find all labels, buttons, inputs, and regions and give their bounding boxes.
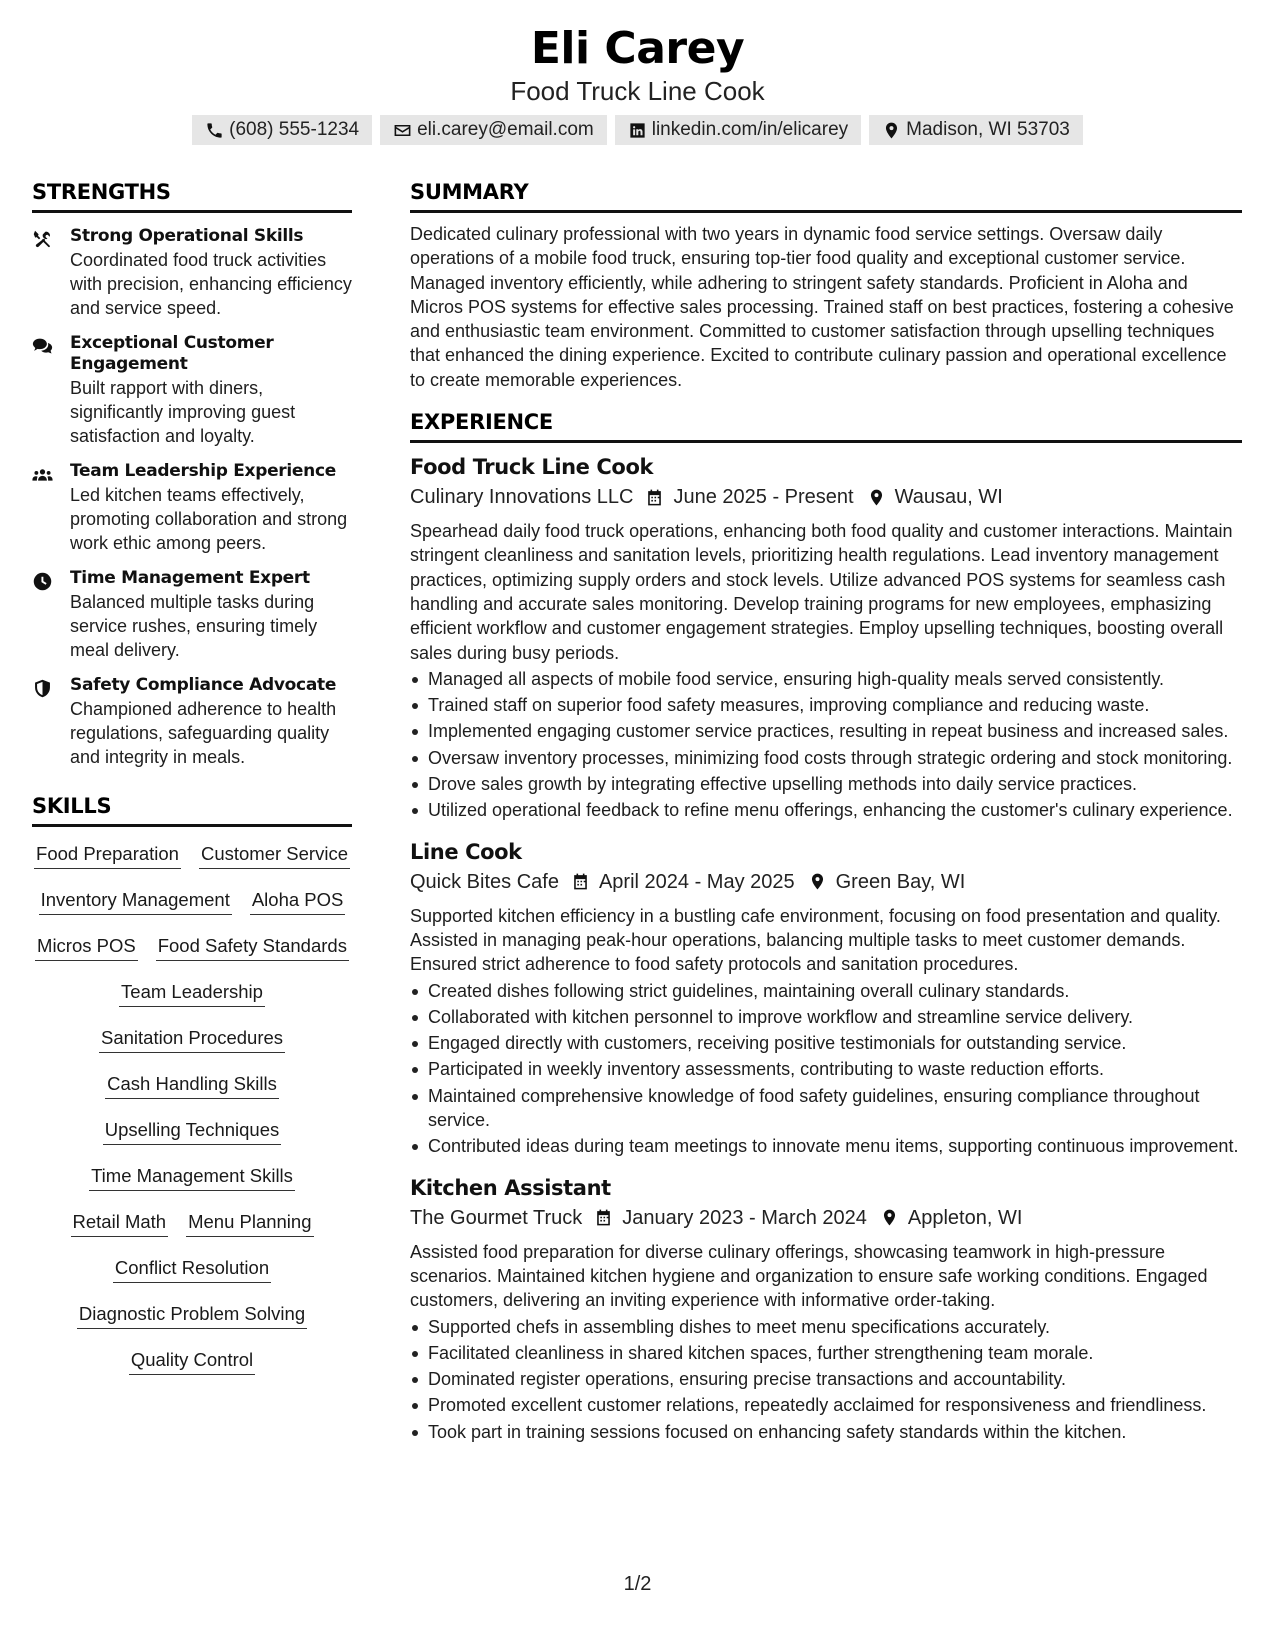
job-company: The Gourmet Truck <box>410 1206 583 1229</box>
skill-tag: Menu Planning <box>186 1205 313 1237</box>
location-pin-icon <box>808 872 827 891</box>
bullet-item: Oversaw inventory processes, minimizing food costs through strategic ordering and stock monitoring. <box>410 746 1242 770</box>
bullet-item: Managed all aspects of mobile food service, ensuring high-quality meals served consistently. <box>410 667 1242 691</box>
strength-title: Safety Compliance Advocate <box>70 675 337 695</box>
location-pin-icon <box>867 488 886 507</box>
contact-location-text: Madison, WI 53703 <box>906 119 1070 140</box>
contact-location <box>869 115 1083 145</box>
shield-icon <box>32 678 53 699</box>
strength-description: Built rapport with diners, significantly improving guest satisfaction and loyalty. <box>70 378 296 446</box>
skill-tag: Time Management Skills <box>89 1159 295 1191</box>
contact-phone[interactable] <box>192 115 372 145</box>
job-company: Culinary Innovations LLC <box>410 486 634 509</box>
skill-tag: Upselling Techniques <box>103 1113 282 1145</box>
strength-item <box>32 226 352 320</box>
bullet-item: Participated in weekly inventory assessments, contributing to waste reduction efforts. <box>410 1057 1242 1081</box>
job-bullets <box>410 1315 1242 1444</box>
resume-header <box>0 22 1275 145</box>
experience-heading: EXPERIENCE <box>410 408 1242 443</box>
summary-heading: SUMMARY <box>410 178 1242 213</box>
skill-tag: Conflict Resolution <box>113 1251 271 1283</box>
job-title: Kitchen Assistant <box>410 1175 611 1200</box>
tools-icon <box>32 229 53 250</box>
skills-list <box>32 837 352 1389</box>
job-dates: January 2023 - March 2024 <box>622 1206 867 1229</box>
job-location: Appleton, WI <box>907 1206 1023 1229</box>
bullet-item: Contributed ideas during team meetings to innovate menu items, supporting continuous improvement. <box>410 1134 1242 1158</box>
contact-email[interactable] <box>380 115 607 145</box>
contact-email-text: eli.carey@email.com <box>417 119 594 140</box>
right-column <box>410 178 1242 1444</box>
skill-tag: Retail Math <box>71 1205 169 1237</box>
job-description: Spearhead daily food truck operations, enhancing both food quality and customer interactions. Maintain stringent cleanliness and sanitation levels, prioritizing health regulations. Lead inventory management practices, optimizing supply orders and stock levels. Utilize advanced POS systems for seamless cash handling and accurate sales monitoring. Develop training programs for new employees, emphasizing efficient workflow and customer engagement strategies. Employ upselling techniques, boosting overall sales during busy periods. <box>410 521 1233 663</box>
bullet-item: Supported chefs in assembling dishes to meet menu specifications accurately. <box>410 1315 1242 1339</box>
strength-item <box>32 333 352 448</box>
skill-tag: Food Preparation <box>34 837 181 869</box>
job-location: Green Bay, WI <box>835 870 966 893</box>
location-pin-icon <box>882 121 901 140</box>
bullet-item: Maintained comprehensive knowledge of food safety guidelines, ensuring compliance throughout service. <box>410 1084 1242 1133</box>
location-pin-icon <box>880 1208 899 1227</box>
job-entry <box>410 454 1242 823</box>
skill-tag: Inventory Management <box>39 883 232 915</box>
strength-title: Exceptional Customer Engagement <box>70 333 274 374</box>
skill-tag: Diagnostic Problem Solving <box>77 1297 307 1329</box>
candidate-title: Food Truck Line Cook <box>510 76 765 106</box>
strength-item <box>32 568 352 662</box>
strength-title: Time Management Expert <box>70 568 310 588</box>
calendar-icon <box>594 1208 613 1227</box>
contact-bar <box>0 115 1275 145</box>
users-icon <box>32 464 53 485</box>
job-description: Supported kitchen efficiency in a bustling cafe environment, focusing on food presentation and quality. Assisted in managing peak-hour operations, balancing multiple tasks to meet customer demands. Ensured strict adherence to food safety protocols and sanitation procedures. <box>410 905 1221 975</box>
job-description: Assisted food preparation for diverse culinary offerings, showcasing teamwork in high-pressure scenarios. Maintained kitchen hygiene and organization to ensure safe working conditions. Engaged customers, delivering an inviting experience with informative order-taking. <box>410 1241 1208 1311</box>
job-dates: June 2025 - Present <box>673 486 854 509</box>
calendar-icon <box>645 488 664 507</box>
skill-tag: Cash Handling Skills <box>105 1067 279 1099</box>
linkedin-icon <box>628 121 647 140</box>
bullet-item: Took part in training sessions focused on enhancing safety standards within the kitchen. <box>410 1420 1242 1444</box>
strength-description: Coordinated food truck activities with precision, enhancing efficiency and service speed. <box>70 250 352 318</box>
strength-description: Balanced multiple tasks during service rushes, ensuring timely meal delivery. <box>70 592 318 660</box>
calendar-icon <box>571 872 590 891</box>
job-meta <box>410 1204 1242 1232</box>
skills-heading: SKILLS <box>32 792 352 827</box>
skill-tag: Sanitation Procedures <box>99 1021 285 1053</box>
summary-text: Dedicated culinary professional with two years in dynamic food service settings. Oversaw daily operations of a mobile food truck, ensuring top-tier food quality and exceptional customer service. Managed inventory efficiently, while adhering to stringent safety standards. Proficient in Aloha and Micros POS systems for effective sales processing. Trained staff on best practices, fostering a cohesive and enthusiastic team environment. Committed to customer satisfaction through upselling techniques that enhanced the dining experience. Excited to contribute culinary passion and operational excellence to create memorable experiences. <box>410 224 1234 390</box>
bullet-item: Collaborated with kitchen personnel to improve workflow and streamline service delivery. <box>410 1005 1242 1029</box>
skill-tag: Micros POS <box>35 929 138 961</box>
clock-icon <box>32 571 53 592</box>
envelope-icon <box>393 121 412 140</box>
skill-tag: Quality Control <box>129 1343 255 1375</box>
skill-tag: Team Leadership <box>119 975 265 1007</box>
phone-icon <box>205 121 224 140</box>
chat-bubbles-icon <box>32 336 53 357</box>
job-company: Quick Bites Cafe <box>410 870 559 893</box>
job-bullets <box>410 979 1242 1159</box>
strength-item <box>32 461 352 555</box>
job-dates: April 2024 - May 2025 <box>598 870 795 893</box>
job-bullets <box>410 667 1242 823</box>
contact-phone-text: (608) 555-1234 <box>229 119 360 140</box>
skill-tag: Customer Service <box>199 837 350 869</box>
bullet-item: Utilized operational feedback to refine menu offerings, enhancing the customer's culinary experience. <box>410 798 1242 822</box>
bullet-item: Facilitated cleanliness in shared kitchen spaces, further strengthening team morale. <box>410 1341 1242 1365</box>
job-entry <box>410 1175 1242 1444</box>
contact-linkedin[interactable] <box>615 115 861 145</box>
strength-title: Team Leadership Experience <box>70 461 336 481</box>
candidate-name: Eli Carey <box>530 23 745 74</box>
bullet-item: Created dishes following strict guidelines, maintaining overall culinary standards. <box>410 979 1242 1003</box>
strengths-heading: STRENGTHS <box>32 178 352 213</box>
job-location: Wausau, WI <box>894 486 1003 509</box>
page-number: 1/2 <box>623 1573 652 1595</box>
bullet-item: Dominated register operations, ensuring precise transactions and accountability. <box>410 1367 1242 1391</box>
bullet-item: Trained staff on superior food safety measures, improving compliance and reducing waste. <box>410 693 1242 717</box>
skill-tag: Aloha POS <box>250 883 346 915</box>
contact-linkedin-text: linkedin.com/in/elicarey <box>651 119 849 140</box>
bullet-item: Engaged directly with customers, receiving positive testimonials for outstanding service. <box>410 1031 1242 1055</box>
bullet-item: Implemented engaging customer service practices, resulting in repeat business and increased sales. <box>410 719 1242 743</box>
job-entry <box>410 839 1242 1159</box>
skill-tag: Food Safety Standards <box>156 929 349 961</box>
left-column <box>32 178 352 1389</box>
strength-description: Championed adherence to health regulations, safeguarding quality and integrity in meals. <box>70 699 337 767</box>
job-title: Food Truck Line Cook <box>410 455 654 480</box>
job-meta <box>410 868 1242 896</box>
strength-description: Led kitchen teams effectively, promoting collaboration and strong work ethic among peers. <box>70 485 348 553</box>
strength-title: Strong Operational Skills <box>70 226 304 246</box>
strength-item <box>32 675 352 769</box>
job-title: Line Cook <box>410 839 522 864</box>
job-meta <box>410 483 1242 511</box>
bullet-item: Drove sales growth by integrating effective upselling methods into daily service practices. <box>410 772 1242 796</box>
bullet-item: Promoted excellent customer relations, repeatedly acclaimed for responsiveness and friendliness. <box>410 1393 1242 1417</box>
